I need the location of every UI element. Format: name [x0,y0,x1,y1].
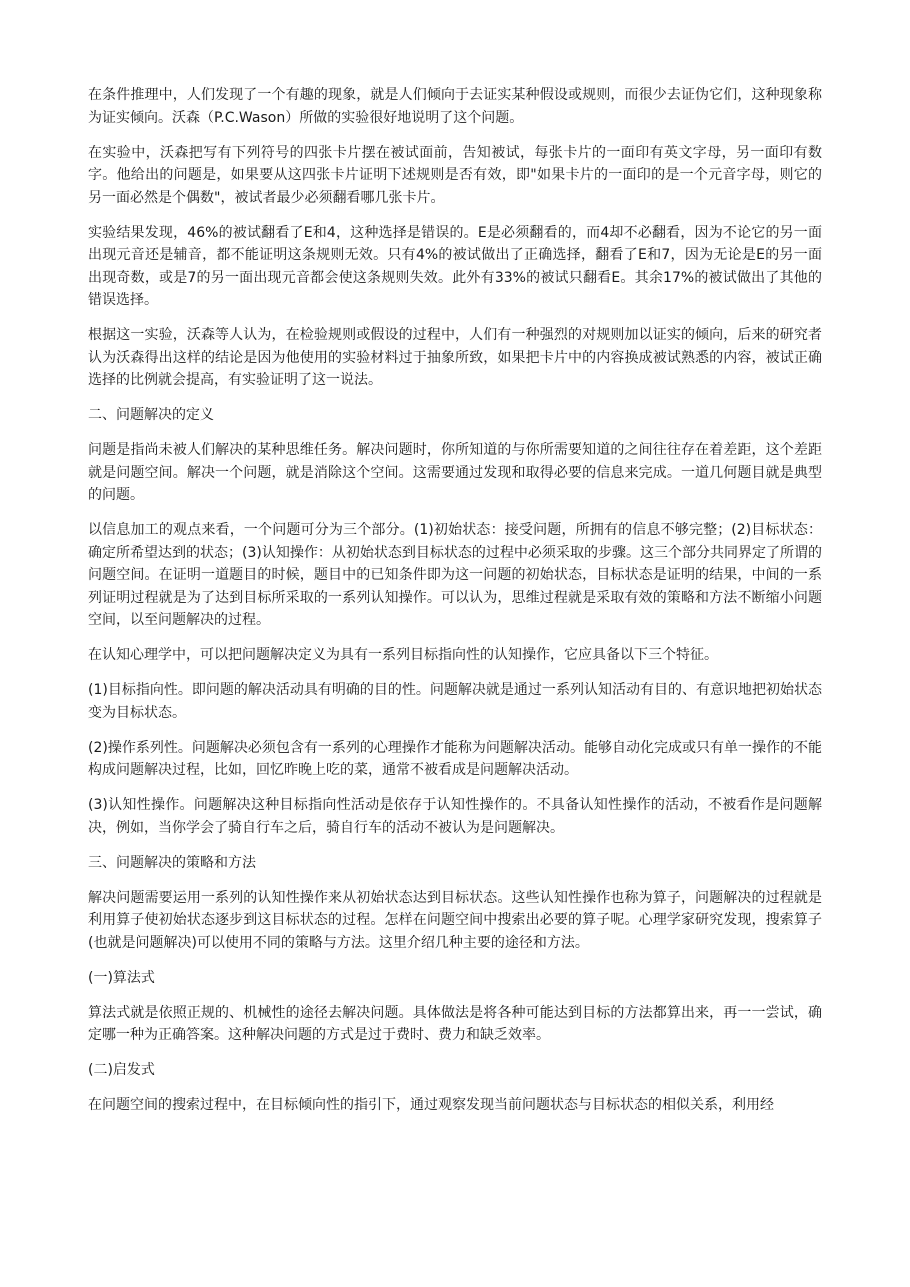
section-heading-definition: 二、问题解决的定义 [88,407,214,423]
paragraph-experiment-results: 实验结果发现，46%的被试翻看了E和4，这种选择是错误的。E是必须翻看的，而4却不必翻看，因为不论它的另一面出现元音还是辅音，都不能证明这条规则无效。只有4%的被试做出了正确选择，翻看了E和7，因为无论是E的另一面出现奇数，或是7的另一面出现元音都会使这条规则失效。此外有33%的被试只翻看E。其余17%的被试做出了其他的错误选择。 [88,224,822,308]
subheading-algorithm: (一)算法式 [88,969,155,986]
paragraph-feature-cognitive-operation: (3)认知性操作。问题解决这种目标指向性活动是依存于认知性操作的。不具备认知性操作的活动，不被看作是问题解决，例如，当你学会了骑自行车之后，骑自行车的活动不被认为是问题解决。 [88,797,822,836]
paragraph-feature-goal-directed: (1)目标指向性。即问题的解决活动具有明确的目的性。问题解决就是通过一系列认知活动有目的、有意识地把初始状态变为目标状态。 [88,682,822,721]
paragraph-confirmation-bias: 在条件推理中，人们发现了一个有趣的现象，就是人们倾向于去证实某种假设或规则，而很少去证伪它们，这种现象称为证实倾向。沃森（P.C.Wason）所做的实验很好地说明了这个问题。 [88,87,822,126]
paragraph-wason-conclusion: 根据这一实验，沃森等人认为，在检验规则或假设的过程中，人们有一种强烈的对规则加以证实的倾向，后来的研究者认为沃森得出这样的结论是因为他使用的实验材料过于抽象所致，如果把卡片中的内容换成被试熟悉的内容，被试正确选择的比例就会提高，有实验证明了这一说法。 [88,327,822,388]
paragraph-feature-operation-sequence: (2)操作系列性。问题解决必须包含有一系列的心理操作才能称为问题解决活动。能够自动化完成或只有单一操作的不能构成问题解决过程，比如，回忆昨晚上吃的菜，通常不被看成是问题解决活动。 [88,739,822,778]
paragraph-strategies-intro: 解决问题需要运用一系列的认知性操作来从初始状态达到目标状态。这些认知性操作也称为算子，问题解决的过程就是利用算子使初始状态逐步到这目标状态的过程。怎样在问题空间中搜索出必要的算子呢。心理学家研究发现，搜索算子(也就是问题解决)可以使用不同的策略与方法。这里介绍几种主要的途径和方法。 [88,889,822,951]
paragraph-wason-experiment: 在实验中，沃森把写有下列符号的四张卡片摆在被试面前，告知被试，每张卡片的一面印有英文字母，另一面印有数字。他给出的问题是，如果要从这四张卡片证明下述规则是否有效，即"如果卡片的一面印的是一个元音字母，则它的另一面必然是个偶数"，被试者最少必须翻看哪几张卡片。 [88,144,822,206]
document-page [88,84,822,1129]
paragraph-information-processing: 以信息加工的观点来看，一个问题可分为三个部分。(1)初始状态：接受问题，所拥有的信息不够完整；(2)目标状态：确定所希望达到的状态；(3)认知操作：从初始状态到目标状态的过程中必须采取的步骤。这三个部分共同界定了所谓的问题空间。在证明一道题目的时候，题目中的已知条件即为这一问题的初始状态，目标状态是证明的结果，中间的一系列证明过程就是为了达到目标所采取的一系列认知操作。可以认为，思维过程就是采取有效的策略和方法不断缩小问题空间，以至问题解决的过程。 [88,522,822,628]
paragraph-algorithm: 算法式就是依照正规的、机械性的途径去解决问题。具体做法是将各种可能达到目标的方法都算出来，再一一尝试，确定哪一种为正确答案。这种解决问题的方式是过于费时、费力和缺乏效率。 [88,1004,822,1043]
section-heading-strategies: 三、问题解决的策略和方法 [88,854,256,871]
paragraph-problem-definition: 问题是指尚未被人们解决的某种思维任务。解决问题时，你所知道的与你所需要知道的之间往往存在着差距，这个差距就是问题空间。解决一个问题，就是消除这个空间。这需要通过发现和取得必要的信息来完成。一道几何题目就是典型的问题。 [88,442,822,503]
subheading-heuristic: (二)启发式 [88,1062,155,1078]
paragraph-heuristic: 在问题空间的搜索过程中，在目标倾向性的指引下，通过观察发现当前问题状态与目标状态的相似关系，利用经 [88,1097,774,1113]
paragraph-cognitive-definition: 在认知心理学中，可以把问题解决定义为具有一系列目标指向性的认知操作，它应具备以下三个特征。 [88,647,718,663]
